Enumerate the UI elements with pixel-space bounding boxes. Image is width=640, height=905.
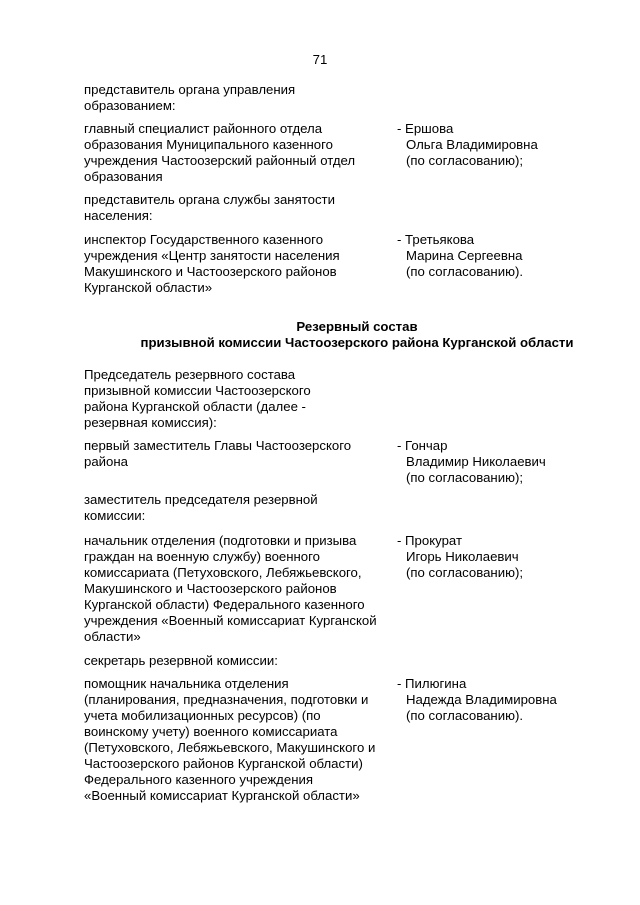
role-group-education: представитель органа управления образованием: bbox=[84, 82, 296, 113]
member-position: главный специалист районного отдела образования Муниципального казенного учреждения Частоозерский районный отдел образования bbox=[84, 121, 356, 184]
member-name: - Ершова Ольга Владимировна (по согласованию); bbox=[397, 121, 538, 168]
member-name: - Третьякова Марина Сергеевна (по согласованию). bbox=[397, 232, 524, 279]
member-position: первый заместитель Главы Частоозерского района bbox=[84, 438, 352, 469]
secretary-label: секретарь резервной комиссии: bbox=[84, 653, 278, 668]
member-position: помощник начальника отделения (планирования, предназначения, подготовки и учета мобилизационных ресурсов) (по воинскому учету) военного комиссариата (Петуховского, Лебяжьевского, Макушинского и Частоозерского районов Курганской области) Федерального казенного учреждения «Военный комиссариат Курганской области» bbox=[84, 676, 376, 803]
deputy-label: заместитель председателя резервной комиссии: bbox=[84, 492, 318, 523]
page-number: 71 bbox=[312, 52, 328, 67]
section-heading: Резервный состав призывной комиссии Частоозерского района Курганской области bbox=[140, 319, 574, 350]
member-position: начальник отделения (подготовки и призыва граждан на военную службу) военного комиссариата (Петуховского, Лебяжьевского, Макушинского и Частоозерского районов Курганской области) Федерального казенного учреждения «Военный комиссариат Курганской области» bbox=[84, 533, 377, 644]
member-position: инспектор Государственного казенного учреждения «Центр занятости населения Макушинского и Частоозерского районов Курганской области» bbox=[84, 232, 340, 295]
member-name: - Прокурат Игорь Николаевич (по согласованию); bbox=[397, 533, 524, 580]
chair-label: Председатель резервного состава призывной комиссии Частоозерского района Курганской области (далее - резервная комиссия): bbox=[84, 367, 311, 430]
member-name: - Пилюгина Надежда Владимировна (по согласованию). bbox=[397, 676, 557, 723]
role-group-employment: представитель органа службы занятости населения: bbox=[84, 192, 335, 223]
member-name: - Гончар Владимир Николаевич (по согласованию); bbox=[397, 438, 546, 485]
